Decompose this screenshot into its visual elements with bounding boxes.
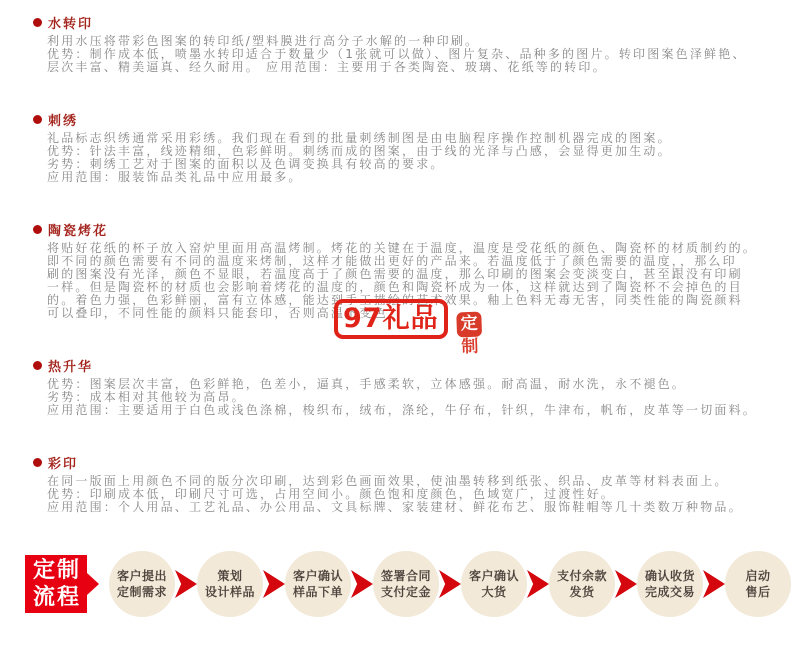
body-line: 在同一版面上用颜色不同的版分次印刷，达到彩色画面效果，使油墨转移到纸张、织品、皮革等材料表面上。 bbox=[47, 474, 729, 488]
section-body bbox=[47, 132, 800, 184]
process-step-4 bbox=[373, 551, 439, 617]
section-title: 刺绣 bbox=[48, 113, 79, 129]
arrow-right-icon bbox=[527, 570, 549, 598]
section-ceramic-baking bbox=[33, 221, 800, 320]
process-flow-label bbox=[25, 555, 87, 613]
step-label: 支付定金 bbox=[380, 585, 431, 599]
step-label: 大货 bbox=[481, 585, 507, 599]
section-embroidery bbox=[33, 111, 800, 184]
body-line: 优势：制作成本低，喷墨水转印适合于数量少（1张就可以做）、图片复杂、品种多的图片。转印图案色泽鲜艳、 bbox=[47, 47, 747, 61]
body-line: 一样。但是陶瓷杯的材质也会影响着烤花的温度的，颜色和陶瓷杯成为一体，这样就达到了陶瓷杯不会掉色的目 bbox=[47, 280, 743, 294]
process-step-1 bbox=[109, 551, 175, 617]
seal-char-bottom: 制 bbox=[460, 336, 479, 358]
step-label: 发货 bbox=[569, 585, 595, 599]
body-line: 应用范围：个人用品、工艺礼品、办公用品、文具标牌、家装建材、鲜花布艺、服饰鞋帽等几十类数万种物品。 bbox=[47, 500, 743, 514]
process-steps bbox=[109, 551, 775, 617]
process-flow-label-line: 定制 bbox=[32, 558, 81, 583]
step-label: 客户提出 bbox=[116, 569, 167, 583]
section-title: 水转印 bbox=[48, 16, 94, 32]
arrow-right-icon bbox=[175, 570, 197, 598]
section-body bbox=[47, 35, 800, 74]
custom-process-flow bbox=[25, 551, 800, 617]
body-line: 优势：图案层次丰富，色彩鲜艳，色差小，逼真，手感柔软，立体感强。耐高温，耐水洗，永不褪色。 bbox=[47, 377, 687, 391]
section-title: 彩印 bbox=[48, 456, 79, 472]
process-step-5 bbox=[461, 551, 527, 617]
process-step-7 bbox=[637, 551, 703, 617]
section-heading bbox=[33, 357, 800, 373]
step-label: 签署合同 bbox=[380, 569, 431, 583]
step-label: 确认收货 bbox=[644, 569, 695, 583]
section-title: 陶瓷烤花 bbox=[48, 223, 109, 239]
section-color-print bbox=[33, 454, 800, 514]
section-title: 热升华 bbox=[48, 359, 94, 375]
step-label: 策划 bbox=[217, 569, 243, 583]
step-label: 支付余款 bbox=[556, 569, 607, 583]
process-step-8 bbox=[725, 551, 791, 617]
seal-char-top: 定 bbox=[456, 312, 482, 338]
section-body bbox=[47, 475, 800, 514]
step-label: 定制需求 bbox=[116, 585, 167, 599]
body-line: 将贴好花纸的杯子放入窑炉里面用高温烤制。烤花的关键在于温度，温度是受花纸的颜色、陶瓷杯的材质制约的。 bbox=[47, 241, 758, 255]
step-label: 启动 bbox=[745, 569, 771, 583]
process-step-6 bbox=[549, 551, 615, 617]
step-label: 售后 bbox=[745, 585, 771, 599]
section-body bbox=[47, 378, 800, 417]
arrow-right-icon bbox=[703, 570, 725, 598]
bullet-icon bbox=[33, 115, 42, 124]
body-line: 的。着色力强，色彩鲜丽，富有立体感，能达到手工描绘的艺术效果。釉上色料无毒无害，同类性能的陶瓷颜料 bbox=[47, 293, 743, 307]
body-line: 礼品标志织绣通常采用彩绣。我们现在看到的批量刺绣制图是由电脑程序操作控制机器完成的图案。 bbox=[47, 131, 672, 145]
process-step-2 bbox=[197, 551, 263, 617]
watermark-badge: 97礼品 bbox=[334, 299, 448, 339]
arrow-right-icon bbox=[351, 570, 373, 598]
arrow-right-icon bbox=[263, 570, 285, 598]
section-body bbox=[47, 242, 800, 320]
bullet-icon bbox=[33, 361, 42, 370]
body-line: 应用范围：主要适用于白色或浅色涤棉，梭织布，绒布，涤纶，牛仔布，针织，牛津布，帆布，皮革等一切面料。 bbox=[47, 403, 758, 417]
step-label: 完成交易 bbox=[644, 585, 695, 599]
step-label: 样品下单 bbox=[292, 585, 343, 599]
body-line: 利用水压将带彩色图案的转印纸/塑料膜进行高分子水解的一种印刷。 bbox=[47, 34, 480, 48]
step-label: 设计样品 bbox=[204, 585, 255, 599]
step-label: 客户确认 bbox=[292, 569, 343, 583]
bullet-icon bbox=[33, 18, 42, 27]
body-line: 即不同的颜色需要有不同的温度来烤制，这样才能做出更好的产品来。若温度低于了颜色需要的温度，，那么印 bbox=[47, 254, 737, 268]
body-line: 优势：印刷成本低，印刷尺寸可选，占用空间小。颜色饱和度颜色，色域宽广，过渡性好。 bbox=[47, 487, 616, 501]
step-label: 客户确认 bbox=[468, 569, 519, 583]
section-heading bbox=[33, 221, 800, 237]
section-heading bbox=[33, 14, 800, 30]
bullet-icon bbox=[33, 225, 42, 234]
process-step-3 bbox=[285, 551, 351, 617]
process-flow-label-line: 流程 bbox=[32, 585, 81, 610]
section-thermal-sublimation bbox=[33, 357, 800, 417]
section-water-transfer-print bbox=[33, 14, 800, 74]
body-line: 优势：针法丰富，线迹精细，色彩鲜明。刺绣而成的图案，由于线的光泽与凸感，会显得更加生动。 bbox=[47, 144, 672, 158]
bullet-icon bbox=[33, 458, 42, 467]
body-line: 刷的图案没有光泽，颜色不显眼，若温度高于了颜色需要的温度，那么印刷的图案会变淡变白，甚至跟没有印刷 bbox=[47, 267, 743, 281]
arrow-right-icon bbox=[615, 570, 637, 598]
body-line: 应用范围：服装饰品类礼品中应用最多。 bbox=[47, 170, 303, 184]
section-heading bbox=[33, 111, 800, 127]
body-line: 可以叠印，不同性能的颜料只能套印，否则高温下变色。 bbox=[47, 306, 403, 320]
arrow-right-icon bbox=[439, 570, 461, 598]
body-line: 层次丰富、精美逼真、经久耐用。 应用范围：主要用于各类陶瓷、玻璃、花纸等的转印。 bbox=[47, 60, 607, 74]
section-heading bbox=[33, 454, 800, 470]
body-line: 劣势：刺绣工艺对于图案的面积以及色调变换具有较高的要求。 bbox=[47, 157, 445, 171]
body-line: 劣势：成本相对其他较为高昂。 bbox=[47, 390, 246, 404]
